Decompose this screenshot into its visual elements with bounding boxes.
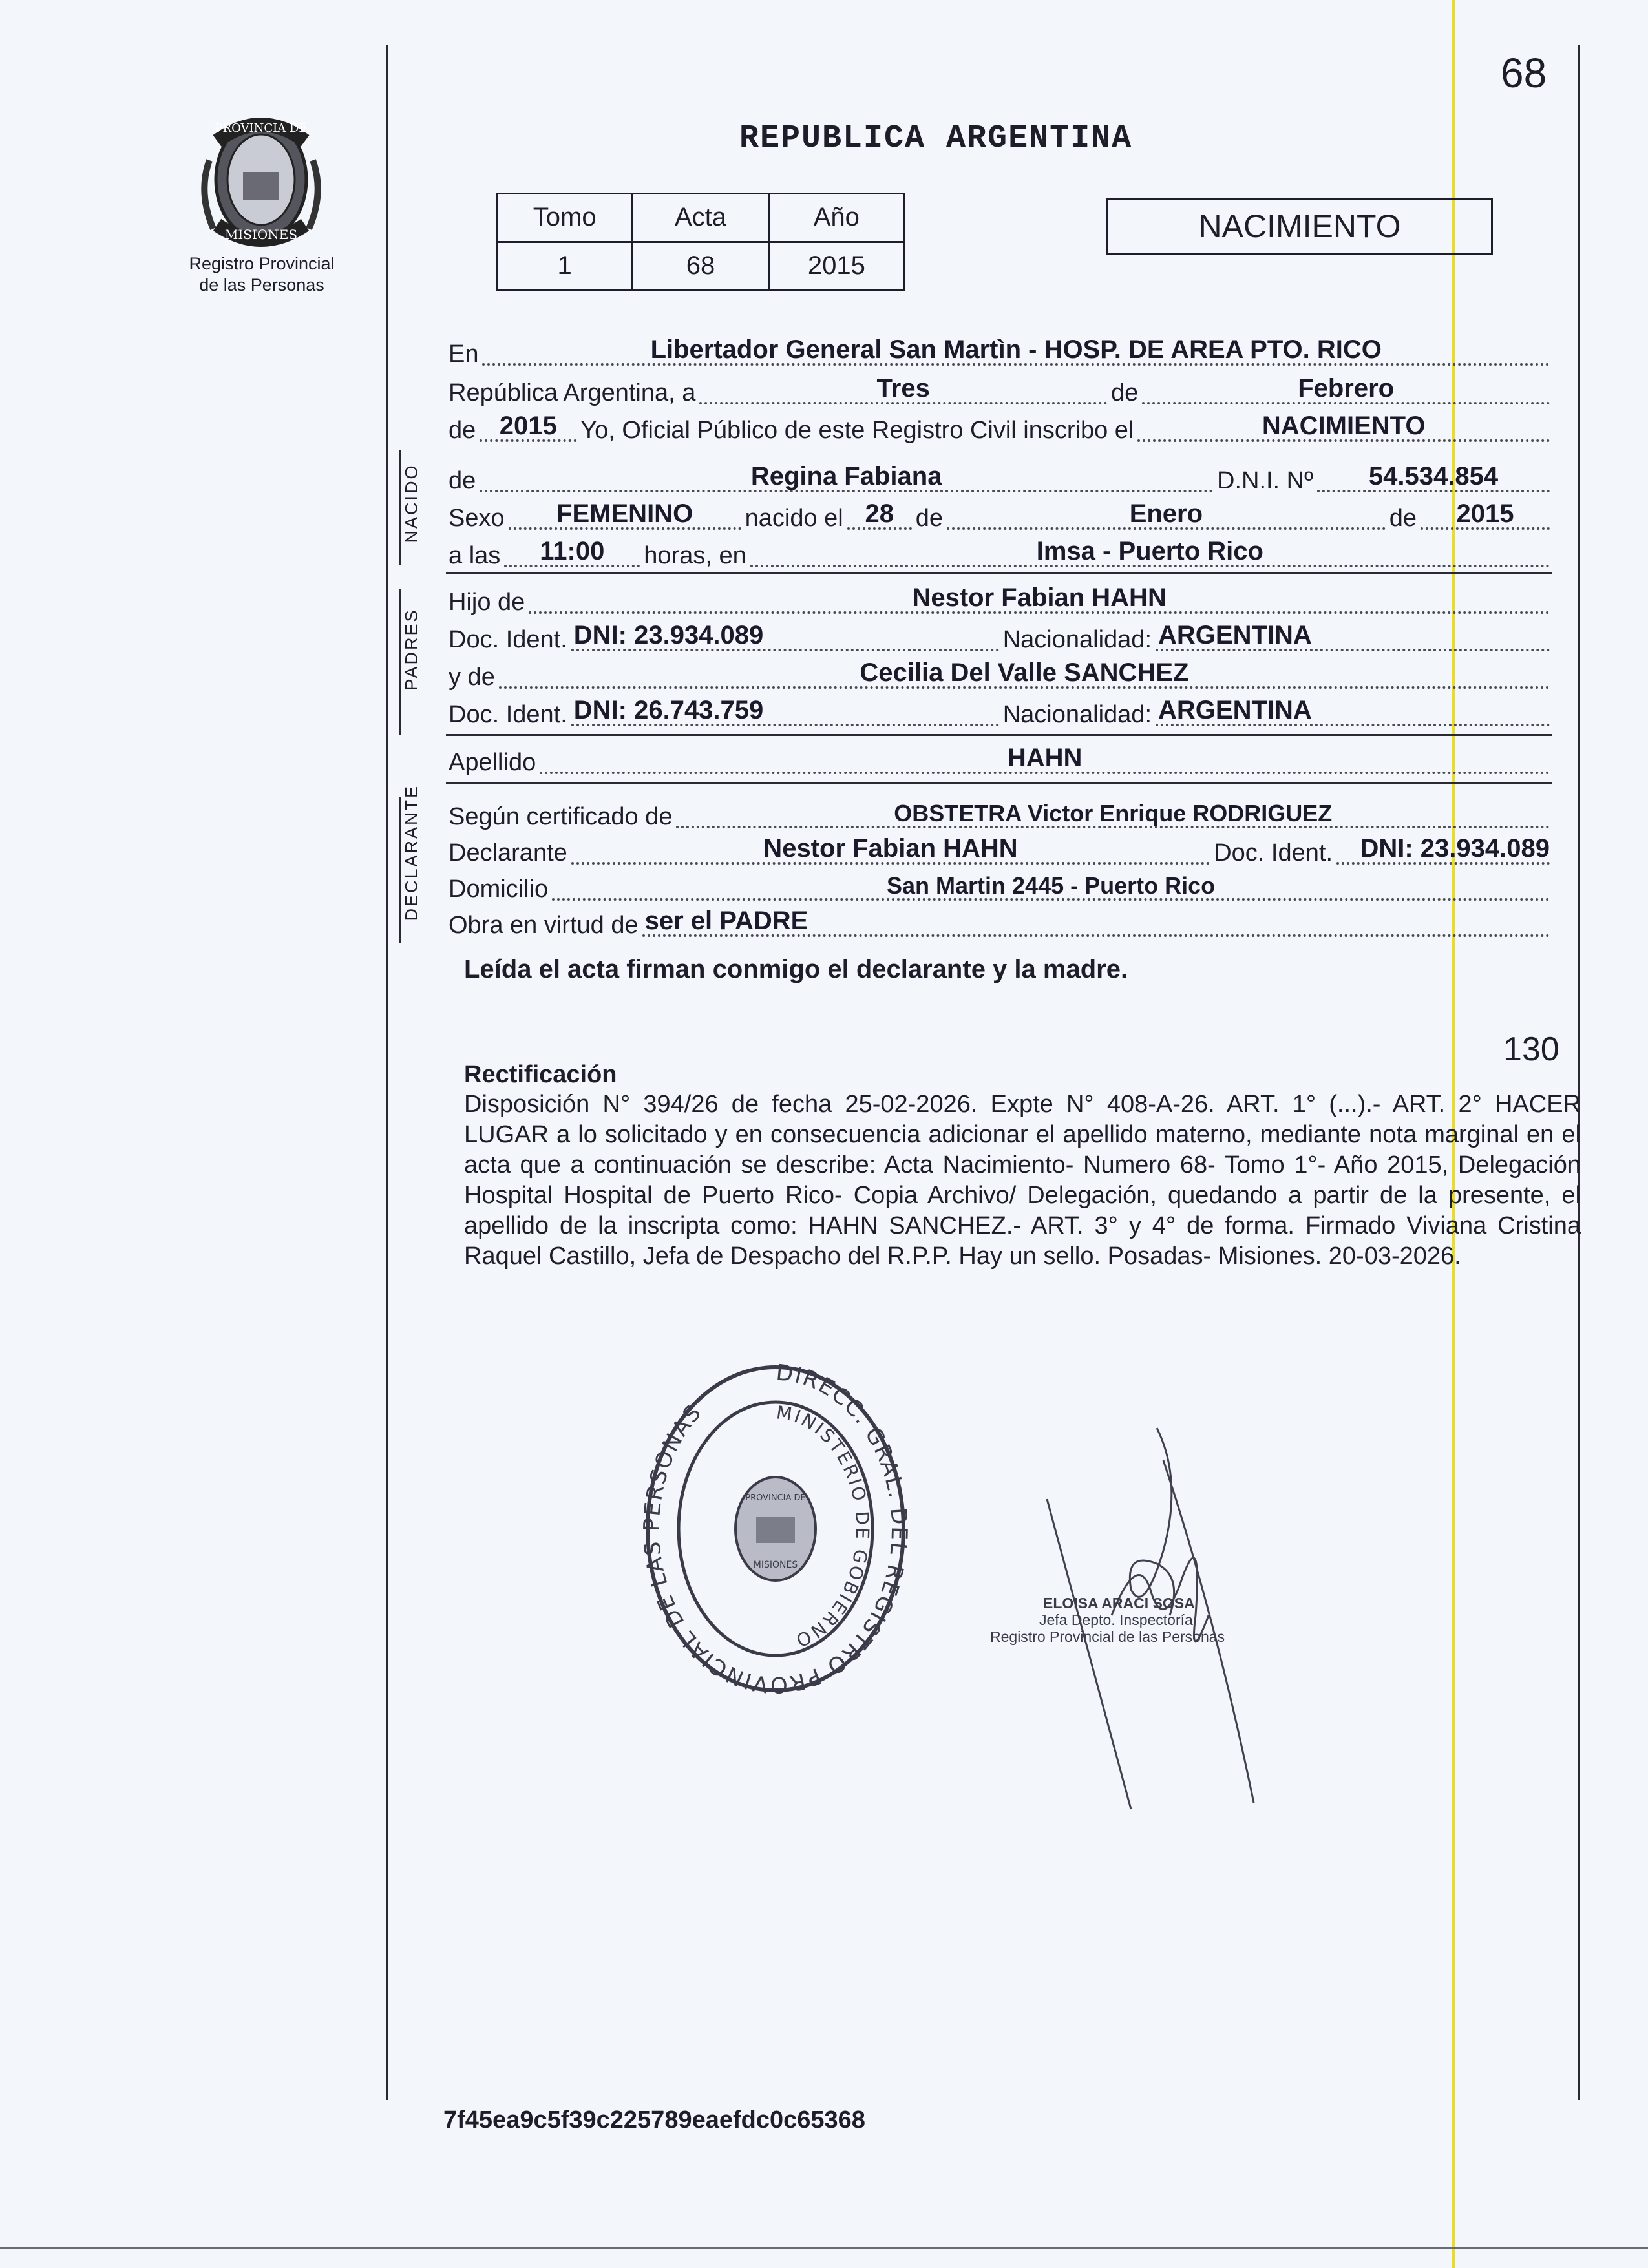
father-name: Nestor Fabian HAHN [912,583,1167,612]
child-name: Regina Fabiana [750,462,942,490]
signatory-title: Jefa Depto. Inspectoría [1039,1612,1193,1628]
mother-nationality: ARGENTINA [1158,696,1312,724]
day-value: Tres [876,374,930,403]
svg-text:PROVINCIA DE: PROVINCIA DE [215,121,308,135]
nacido-label: NACIDO [401,463,421,543]
svg-text:MISIONES: MISIONES [224,227,298,242]
marginal-number: 130 [1503,1031,1559,1068]
mother-doc: DNI: 26.743.759 [573,696,764,724]
place-value: Libertador General San Martìn - HOSP. DE AREA PTO. RICO [650,335,1382,364]
month-value: Febrero [1298,374,1395,403]
intro-row-2: República Argentina, a Tres de Febrero [449,373,1554,407]
signatory-org: Registro Provincial de las Personas [990,1628,1225,1645]
signatory-block [990,1595,1225,1645]
padres-label: PADRES [401,608,421,691]
separator-3 [446,782,1552,784]
padres-row-4: Doc. Ident. DNI: 26.743.759 Nacionalidad: ARGENTINA [449,695,1554,729]
child-dni: 54.534.854 [1368,462,1499,490]
right-margin-line [1578,45,1580,2100]
declarante-row-1: Según certificado de OBSTETRA Victor Enrique RODRIGUEZ [449,797,1554,831]
rectificacion-text: Disposición N° 394/26 de fecha 25-02-2026. Expte N° 408-A-26. ART. 1° (...).- ART. 2° HACER LUGAR a lo solicitado y en consecuencia adicionar el apellido materno, mediante nota marginal en el acta que a continuación se describe: Acta Nacimiento- Numero 68- Tomo 1°- Año 2015, Delegación Hospital Hospital de Puerto Rico- Copia Archivo/ Delegación, quedando a partir de la presente, el apellido de la inscripta como: HAHN SANCHEZ.- ART. 3° y 4° de forma. Firmado Viviana Cristina Raquel Castillo, Jefa de Despacho del R.P.P. Hay un sello. Posadas- Misiones. 20-03-2026. [464,1091,1581,1270]
birth-day: 28 [865,499,894,528]
ano-header: Año [768,194,904,242]
year-value: 2015 [499,412,557,440]
left-margin-line [386,45,388,2100]
province-logo [191,102,331,253]
acta-value: 68 [633,242,768,290]
closing-statement: Leída el acta firman conmigo el declarante y la madre. [464,955,1128,983]
address-value: San Martin 2445 - Puerto Rico [886,872,1216,899]
declarant-name: Nestor Fabian HAHN [763,834,1018,863]
capacity-value: ser el PADRE [644,907,808,935]
declarante-row-3: Domicilio San Martin 2445 - Puerto Rico [449,870,1554,903]
svg-text:MISIONES: MISIONES [753,1560,798,1570]
birth-month: Enero [1129,499,1203,528]
logo-caption: Registro Provincial de las Personas [189,254,335,295]
tomo-header: Tomo [497,194,633,242]
ano-value: 2015 [768,242,904,290]
rectificacion-title: Rectificación [464,1061,617,1088]
certificate-value: OBSTETRA Victor Enrique RODRIGUEZ [894,800,1333,826]
declarante-label: DECLARANTE [401,784,421,921]
declarante-row-4: Obra en virtud de ser el PADRE [449,906,1554,940]
birth-place: Imsa - Puerto Rico [1036,537,1263,565]
father-nationality: ARGENTINA [1158,621,1312,649]
intro-row-3: de 2015 Yo, Oficial Público de este Registro Civil inscribo el NACIMIENTO [449,411,1554,445]
signatory-name: ELOISA ARACI SOSA [1043,1595,1195,1612]
svg-text:DIRECC. GRAL. DEL REGISTRO PRO: DIRECC. GRAL. DEL REGISTRO PROVINCIAL DE LAS PERSONAS [639,1360,913,1697]
nacido-row-3: a las 11:00 horas, en Imsa - Puerto Rico [449,536,1554,570]
tomo-value: 1 [497,242,633,290]
nacido-row-1: de Regina Fabiana D.N.I. Nº 54.534.854 [449,461,1554,495]
acta-header: Acta [633,194,768,242]
intro-row-1: En Libertador General San Martìn - HOSP. DE AREA PTO. RICO [449,335,1554,368]
padres-row-2: Doc. Ident. DNI: 23.934.089 Nacionalidad: ARGENTINA [449,620,1554,654]
document-hash: 7f45ea9c5f39c225789eaefdc0c65368 [443,2106,865,2134]
nacido-row-2: Sexo FEMENINO nacido el 28 de Enero de 2015 [449,499,1554,532]
padres-row-3: y de Cecilia Del Valle SANCHEZ [449,658,1554,691]
tomo-acta-ano-table [496,193,905,291]
official-stamp [633,1348,918,1697]
svg-text:MINISTERIO DE GOBIERNO: MINISTERIO DE GOBIERNO [775,1402,874,1652]
padres-row-1: Hijo de Nestor Fabian HAHN [449,583,1554,616]
act-word-value: NACIMIENTO [1262,412,1426,440]
sex-value: FEMENINO [556,499,693,528]
bottom-edge-line [0,2247,1648,2249]
separator-1 [446,572,1552,574]
declarante-row-2: Declarante Nestor Fabian HAHN Doc. Ident. DNI: 23.934.089 [449,834,1550,866]
act-type-box: NACIMIENTO [1106,198,1493,255]
svg-text:PROVINCIA DE: PROVINCIA DE [745,1493,806,1503]
page-number: 68 [1501,50,1547,96]
mother-name: Cecilia Del Valle SANCHEZ [860,658,1189,687]
birth-time: 11:00 [540,537,605,565]
country-title: REPUBLICA ARGENTINA [739,120,1133,157]
surname-value: HAHN [1007,744,1083,772]
separator-2 [446,734,1552,736]
apellido-row: Apellido HAHN [449,743,1554,777]
birth-year: 2015 [1456,499,1514,528]
father-doc: DNI: 23.934.089 [573,621,764,649]
declarant-doc: DNI: 23.934.089 [1360,834,1550,863]
